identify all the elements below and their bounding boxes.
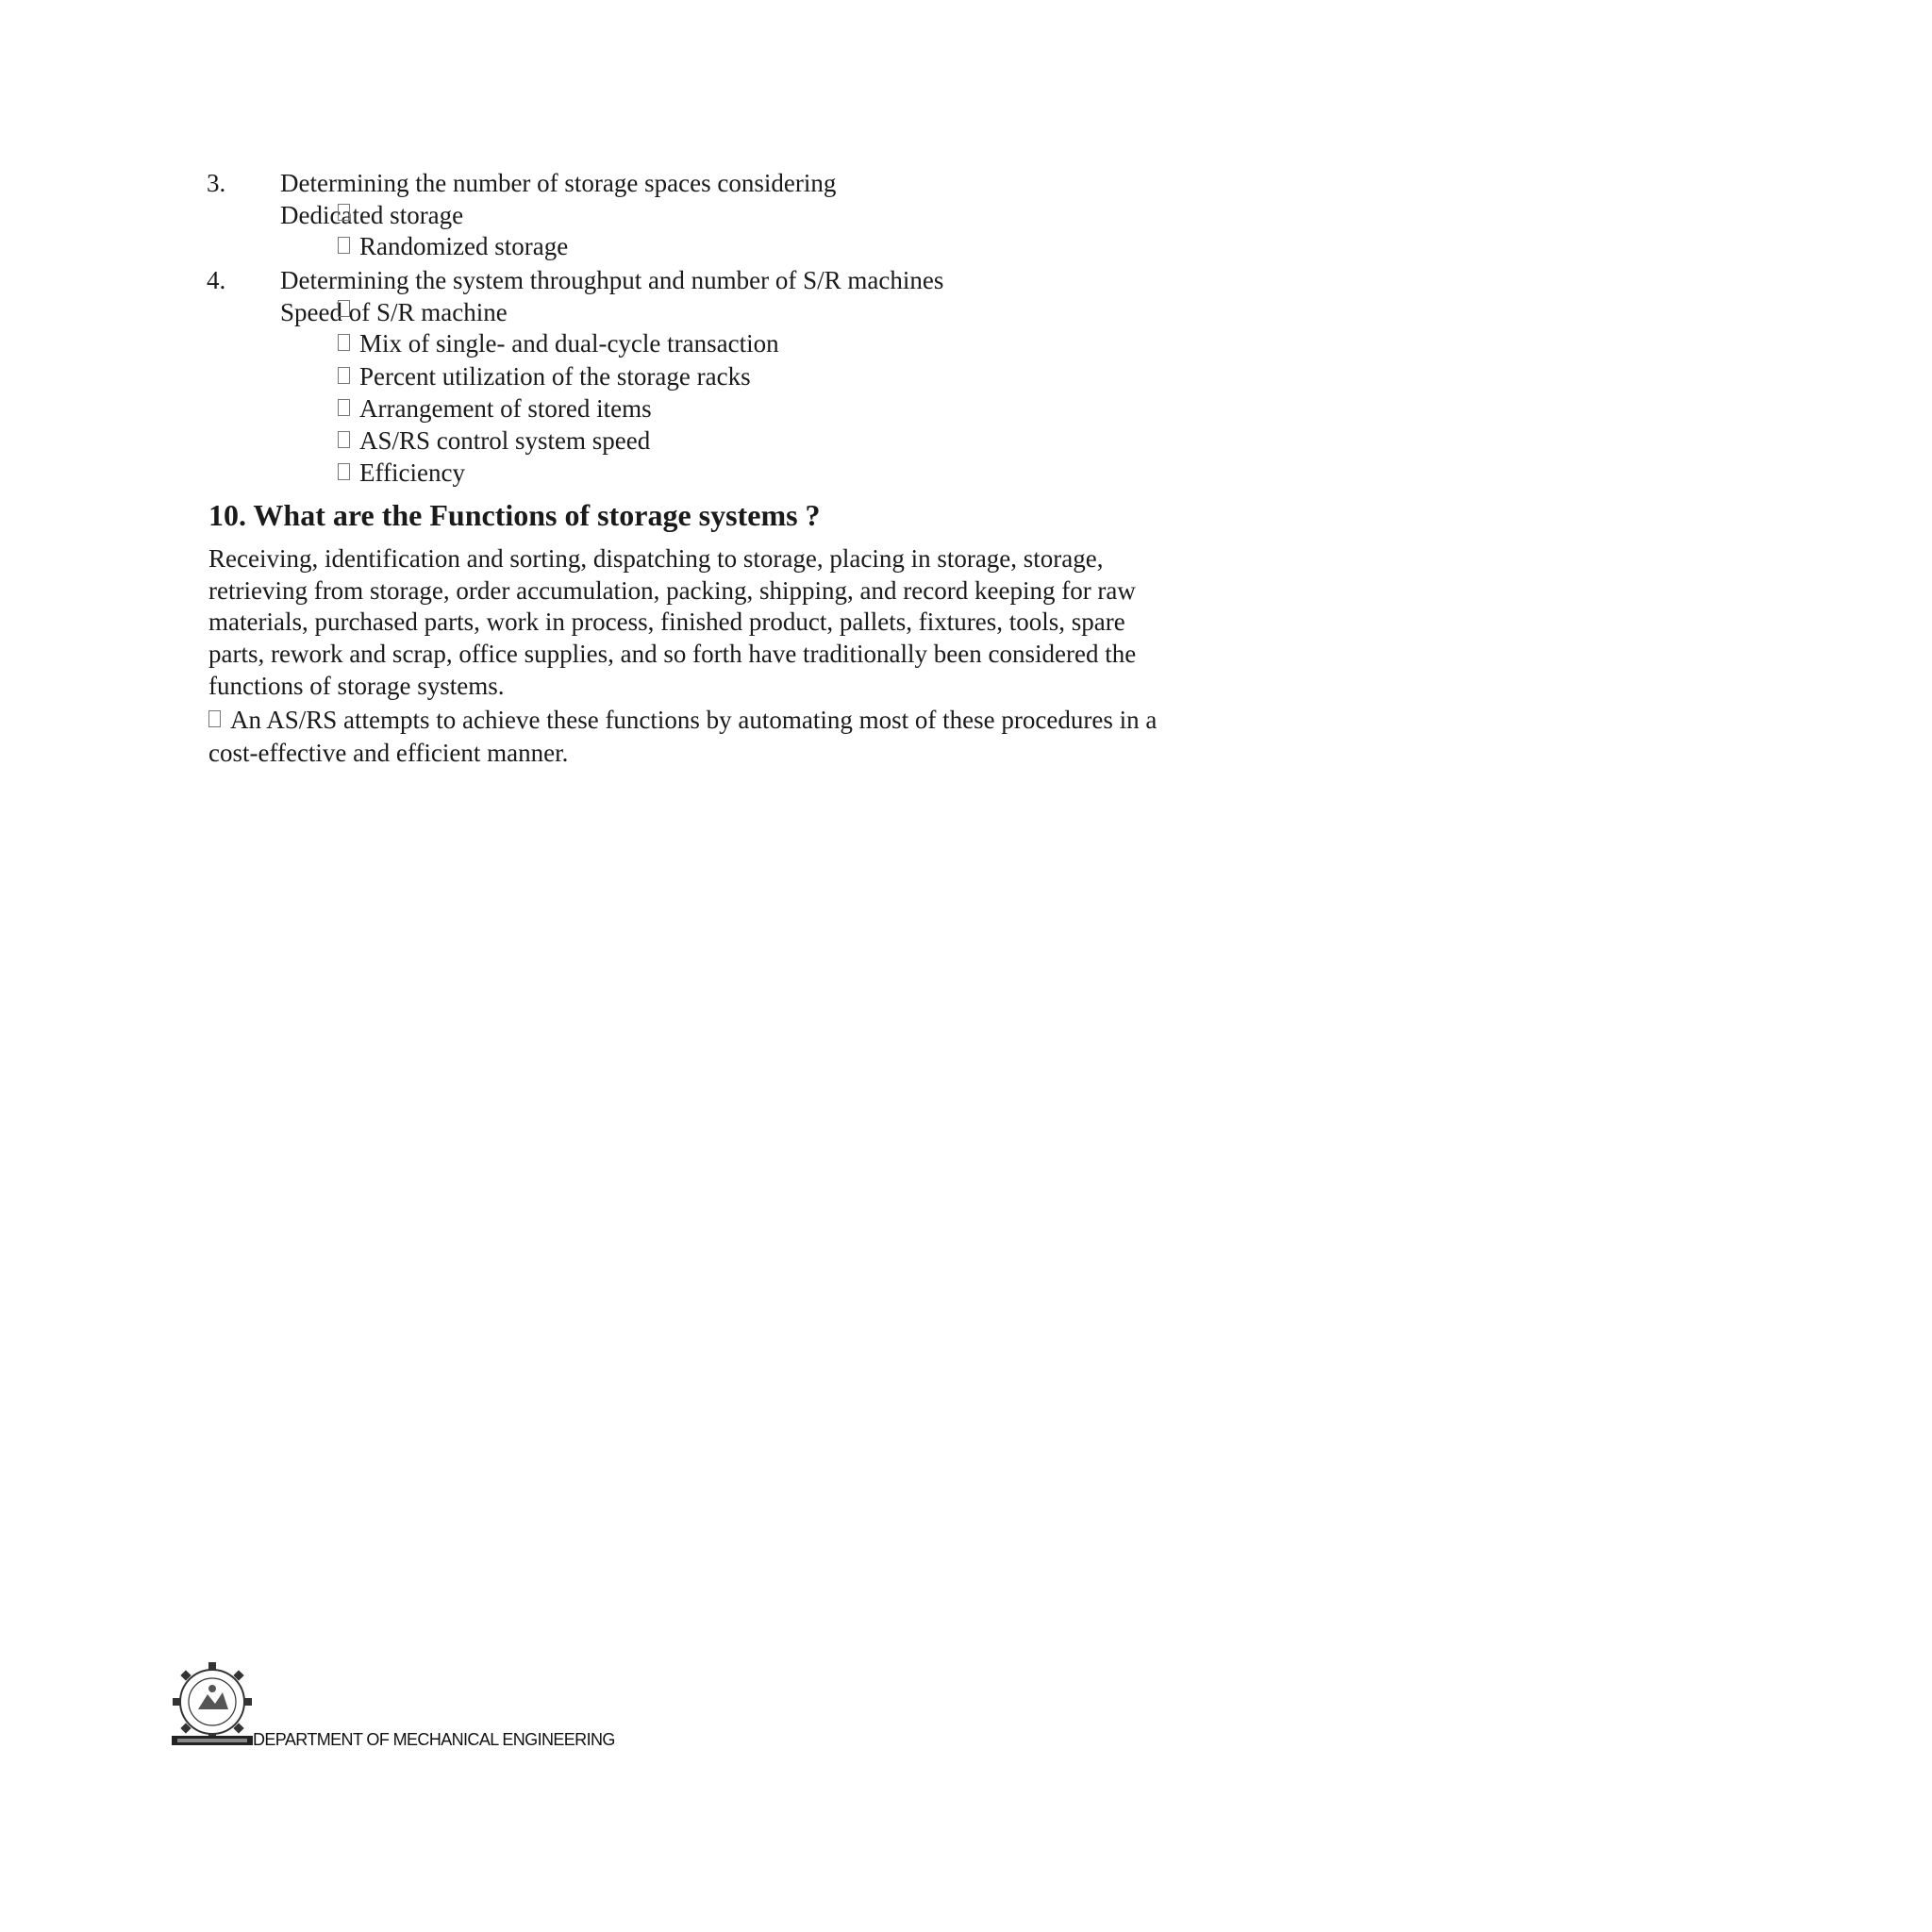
list-item-4-bullet [338, 393, 652, 424]
paragraph-line: parts, rework and scrap, office supplies, and so forth have traditionally been considered the [208, 640, 1137, 668]
missing-glyph-box-icon [338, 237, 350, 254]
paragraph-bullet-text: An AS/RS attempts to achieve these functions by automating most of these procedures in a [230, 706, 1158, 734]
list-item-3-sub2-text: Randomized storage [359, 232, 569, 260]
paragraph-line: materials, purchased parts, work in process, finished product, pallets, fixtures, tools, spare [208, 608, 1125, 636]
missing-glyph-box-icon [338, 334, 350, 351]
paragraph-line: retrieving from storage, order accumulation, packing, shipping, and record keeping for raw [208, 576, 1136, 605]
bullet-text: Arrangement of stored items [359, 394, 652, 423]
list-number-4: 4. [207, 266, 226, 294]
list-item-4-bullet [338, 458, 465, 488]
list-item-4-sub1: Speed of S/R machine [280, 298, 508, 326]
footer-department: DEPARTMENT OF MECHANICAL ENGINEERING [253, 1730, 615, 1749]
missing-glyph-box-icon [338, 367, 350, 384]
missing-glyph-box-icon [338, 463, 350, 480]
missing-glyph-box-icon [338, 300, 350, 317]
list-number-3: 3. [207, 169, 226, 197]
bullet-text: Mix of single- and dual-cycle transaction [359, 329, 779, 358]
bullet-text: Efficiency [359, 458, 465, 487]
missing-glyph-box-icon [338, 431, 350, 448]
list-item-4-bullet [338, 361, 751, 391]
list-item-3-sub1: Dedicated storage [280, 201, 464, 229]
list-item-4-title: Determining the system throughput and number of S/R machines [280, 266, 944, 294]
paragraph-line: cost-effective and efficient manner. [208, 739, 569, 767]
paragraph-line: Receiving, identification and sorting, dispatching to storage, placing in storage, storage, [208, 544, 1104, 573]
list-item-4-bullet [338, 328, 779, 358]
missing-glyph-box-icon [338, 399, 350, 416]
missing-glyph-box-icon [208, 710, 221, 727]
paragraph-line: functions of storage systems. [208, 672, 505, 700]
college-gear-emblem-icon [170, 1660, 255, 1747]
list-item-3-title: Determining the number of storage spaces considering [280, 169, 837, 197]
paragraph-bullet-line [208, 705, 1157, 735]
list-item-4-bullet [338, 425, 650, 456]
bullet-text: AS/RS control system speed [359, 426, 651, 455]
list-item-3-sub2 [338, 231, 568, 261]
section-heading: 10. What are the Functions of storage systems ? [208, 498, 821, 532]
missing-glyph-box-icon [338, 204, 350, 221]
bullet-text: Percent utilization of the storage racks [359, 362, 751, 391]
